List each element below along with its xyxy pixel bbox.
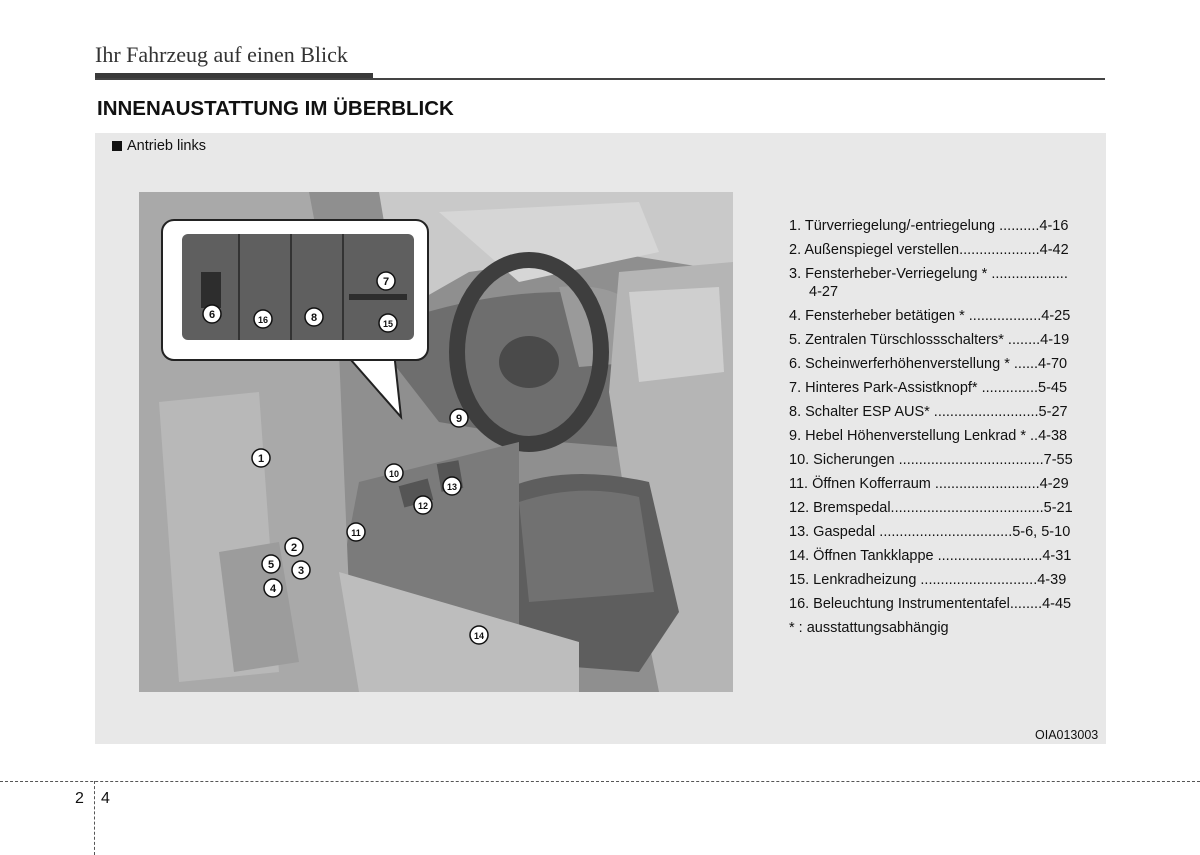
svg-text:10: 10 [388, 469, 400, 479]
svg-text:3: 3 [297, 565, 305, 577]
legend-item: 12. Bremspedal......................................5-21 [789, 500, 1073, 516]
svg-text:2: 2 [290, 542, 298, 554]
interior-illustration [139, 192, 733, 692]
svg-text:1: 1 [257, 453, 265, 465]
svg-text:5: 5 [267, 559, 275, 571]
callout-15 [379, 314, 397, 332]
legend-item-line: 3. Fensterheber-Verriegelung * ................... [789, 266, 1068, 282]
legend-item: 7. Hinteres Park-Assistknopf* ..............5-45 [789, 380, 1068, 396]
legend-item: 8. Schalter ESP AUS* ..........................5-27 [789, 404, 1068, 420]
legend-item: 1. Türverriegelung/-entriegelung ..........4-16 [789, 218, 1069, 234]
svg-text:7: 7 [382, 276, 390, 288]
callout-4 [264, 579, 282, 597]
callout-7 [377, 272, 395, 290]
callout-10 [385, 464, 403, 482]
callout-markers [139, 192, 733, 692]
variant-label-text: Antrieb links [127, 138, 206, 154]
legend-list [789, 214, 1099, 640]
svg-text:13: 13 [446, 482, 458, 492]
callout-14 [470, 626, 488, 644]
svg-text:12: 12 [417, 501, 429, 511]
callout-1 [252, 449, 270, 467]
legend-item: 4. Fensterheber betätigen * ..................4-25 [789, 308, 1071, 324]
legend-item: 2. Außenspiegel verstellen....................4-42 [789, 242, 1069, 258]
svg-text:15: 15 [382, 319, 394, 329]
svg-text:4: 4 [269, 583, 277, 595]
callout-3 [292, 561, 310, 579]
svg-text:14: 14 [473, 631, 485, 641]
legend-item: 11. Öffnen Kofferraum ..........................4-29 [789, 476, 1069, 492]
callout-5 [262, 555, 280, 573]
footer-dashed-divider [94, 781, 95, 855]
legend-item: 6. Scheinwerferhöhenverstellung * ......4-70 [789, 356, 1068, 372]
callout-2 [285, 538, 303, 556]
section-title: INNENAUSTATTUNG IM ÜBERBLICK [97, 97, 454, 120]
legend-item [789, 265, 1099, 301]
variant-label [112, 138, 206, 154]
page-number: 4 [101, 790, 110, 807]
legend-item: 9. Hebel Höhenverstellung Lenkrad * ..4-38 [789, 428, 1068, 444]
callout-11 [347, 523, 365, 541]
legend-item: 13. Gaspedal .................................5-6, 5-10 [789, 524, 1071, 540]
legend-item: 5. Zentralen Türschlossschalters* ........4-19 [789, 332, 1070, 348]
legend-item: 15. Lenkradheizung .............................4-39 [789, 572, 1067, 588]
svg-text:8: 8 [310, 312, 318, 324]
legend-item: 14. Öffnen Tankklappe ..........................4-31 [789, 548, 1072, 564]
callout-13 [443, 477, 461, 495]
callout-9 [450, 409, 468, 427]
chapter-number: 2 [75, 790, 84, 807]
legend-item: 10. Sicherungen ....................................7-55 [789, 452, 1073, 468]
legend-item: 16. Beleuchtung Instrumententafel........4-45 [789, 596, 1072, 612]
running-title: Ihr Fahrzeug auf einen Blick [95, 42, 348, 67]
footer-dashed-rule [0, 781, 1200, 782]
svg-text:9: 9 [455, 413, 463, 425]
header-rule [95, 78, 1105, 80]
svg-text:16: 16 [257, 315, 269, 325]
callout-16 [254, 310, 272, 328]
legend-footnote: * : ausstattungsabhängig [789, 620, 949, 636]
figure-code: OIA013003 [1035, 728, 1099, 742]
square-bullet-icon [112, 141, 122, 151]
callout-8 [305, 308, 323, 326]
callout-12 [414, 496, 432, 514]
legend-item-continuation: 4-27 [809, 284, 839, 300]
svg-text:11: 11 [351, 528, 361, 538]
svg-text:6: 6 [208, 309, 216, 321]
callout-6 [203, 305, 221, 323]
